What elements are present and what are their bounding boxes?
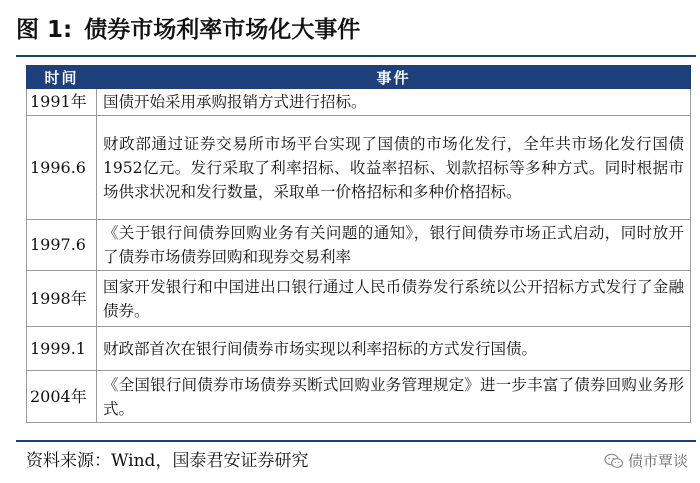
row-time: 2004年: [27, 371, 97, 423]
bottom-rule: [16, 440, 696, 442]
wechat-icon: [604, 453, 624, 469]
row-event: 国家开发银行和中国进出口银行通过人民币债券发行系统以公开招标方式发行了金融债券。: [97, 271, 691, 327]
row-time: 1998年: [27, 271, 97, 327]
header-time: 时间: [27, 66, 97, 89]
table-row: [27, 327, 691, 371]
events-table: [26, 65, 691, 423]
row-time: 1991年: [27, 89, 97, 116]
figure-title-text: 债券市场利率市场化大事件: [84, 17, 361, 43]
row-time: 1996.6: [27, 116, 97, 220]
table-header-row: [27, 66, 691, 89]
table-row: [27, 271, 691, 327]
watermark: [604, 450, 688, 471]
source-note: 资料来源：Wind，国泰君安证券研究: [26, 451, 309, 471]
table-row: [27, 220, 691, 271]
header-event: 事件: [97, 66, 691, 89]
row-event: 国债开始采用承购报销方式进行招标。: [97, 89, 691, 116]
top-rule: [16, 55, 696, 57]
row-event: 《关于银行间债券回购业务有关问题的通知》，银行间债券市场正式启动，同时放开了债券市场债券回购和现券交易利率: [97, 220, 691, 271]
row-time: 1999.1: [27, 327, 97, 371]
table-row: [27, 371, 691, 423]
row-event: 《全国银行间债券市场债券买断式回购业务管理规定》进一步丰富了债券回购业务形式。: [97, 371, 691, 423]
row-event: 财政部首次在银行间债券市场实现以利率招标的方式发行国债。: [97, 327, 691, 371]
table-row: [27, 116, 691, 220]
table-row: [27, 89, 691, 116]
figure-label: 图 1:: [16, 17, 73, 43]
figure-title: [16, 10, 360, 50]
row-event: 财政部通过证券交易所市场平台实现了国债的市场化发行，全年共市场化发行国债1952亿元。发行采取了利率招标、收益率招标、划款招标等多种方式。同时根据市场供求状况和发行数量，采取单一价格招标和多种价格招标。: [97, 116, 691, 220]
row-time: 1997.6: [27, 220, 97, 271]
watermark-text: 债市覃谈: [628, 452, 689, 470]
